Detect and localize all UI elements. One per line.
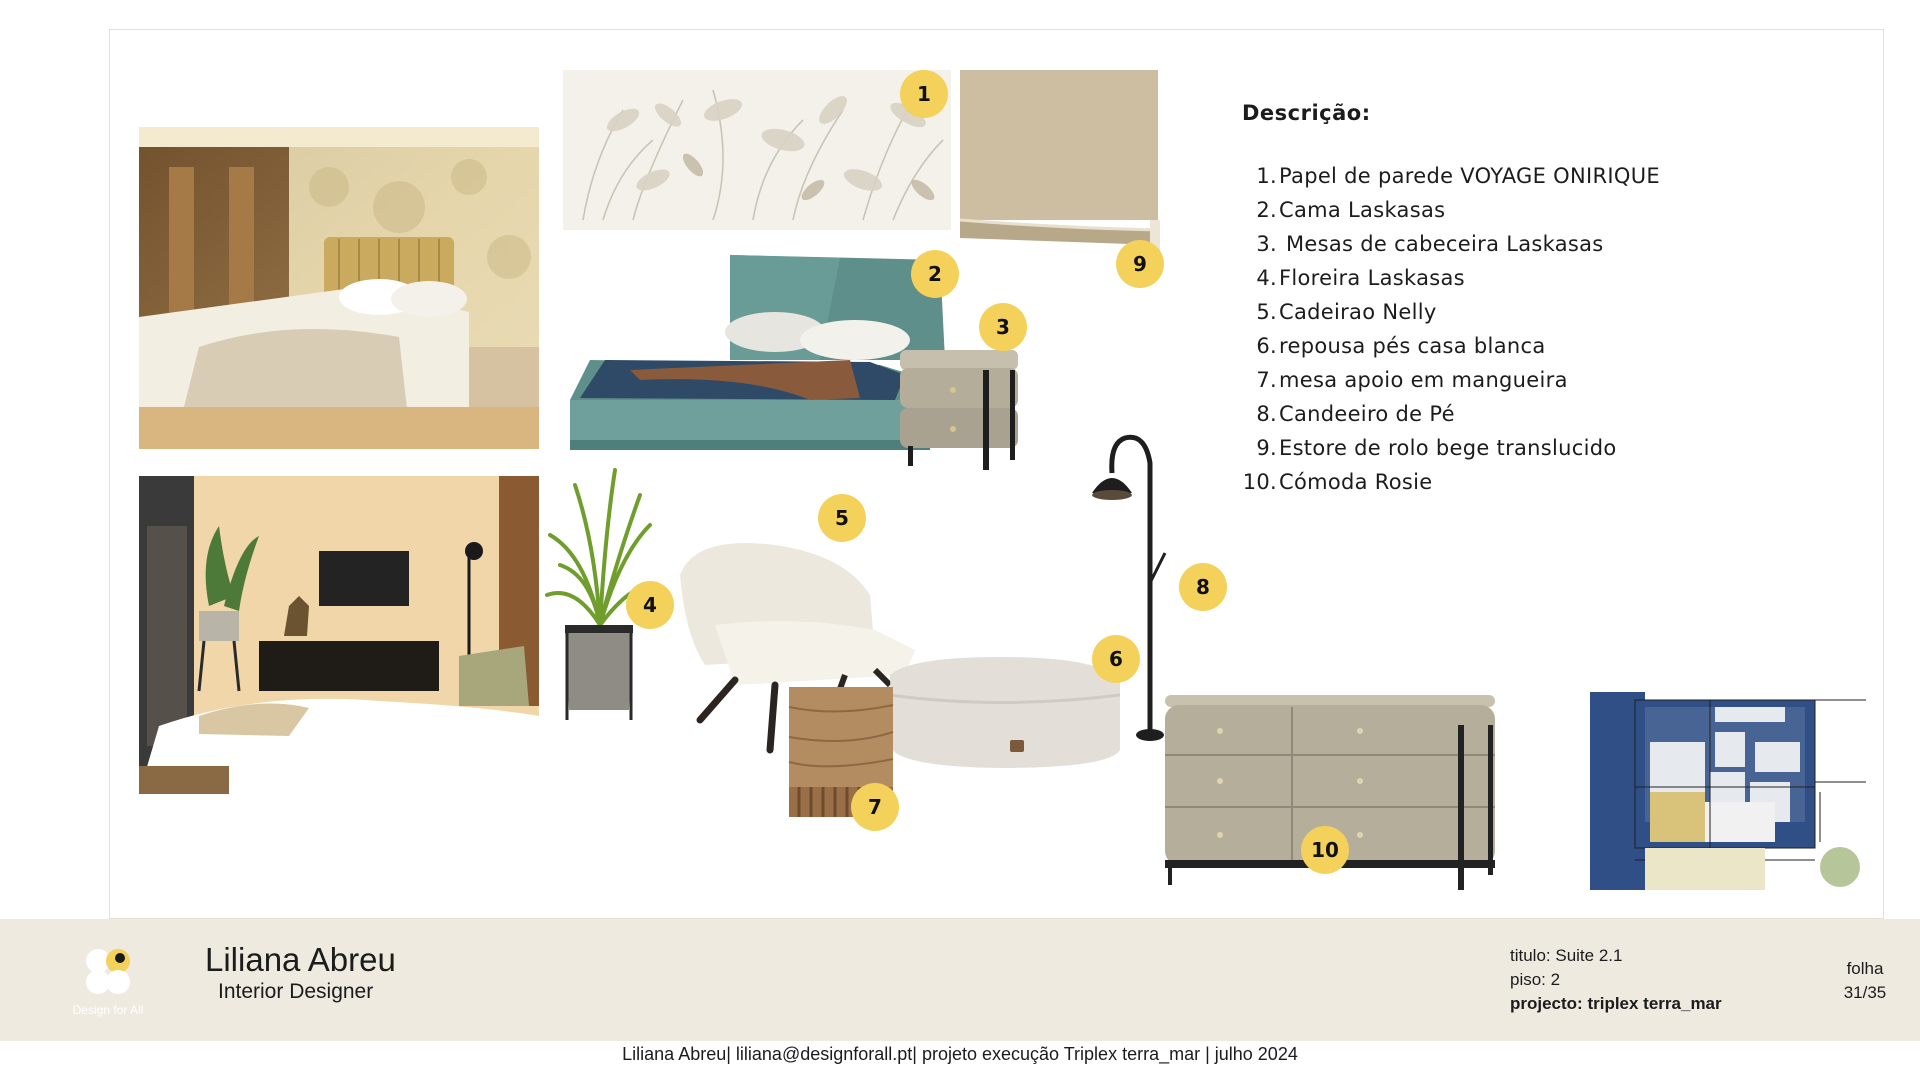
marker-1: 1 — [900, 70, 948, 118]
sheet-number: 31/35 — [1843, 983, 1887, 1002]
floor-plan — [1590, 692, 1866, 890]
list-item — [1242, 363, 1802, 397]
item-text: Cómoda Rosie — [1279, 470, 1433, 494]
item-text: Cama Laskasas — [1279, 198, 1446, 222]
logo-flower-icon — [62, 941, 154, 1003]
description-heading: Descrição: — [1242, 101, 1371, 125]
item-number: 9. — [1256, 436, 1277, 460]
item-number: 10. — [1242, 470, 1277, 494]
list-item — [1242, 159, 1802, 193]
designer-name: Liliana Abreu — [205, 941, 396, 978]
marker-7: 7 — [851, 783, 899, 831]
list-item — [1242, 227, 1802, 261]
nightstand-product — [898, 350, 1023, 470]
marker-4: 4 — [626, 581, 674, 629]
render-photo-living — [139, 476, 539, 794]
item-number: 5. — [1256, 300, 1277, 324]
wallpaper-swatch — [563, 70, 951, 230]
item-text: mesa apoio em mangueira — [1279, 368, 1568, 392]
logo — [62, 941, 154, 1021]
item-list — [1242, 159, 1802, 499]
marker-10: 10 — [1301, 826, 1349, 874]
item-number: 1. — [1256, 164, 1277, 188]
item-number: 3. — [1256, 232, 1277, 256]
item-text: Candeeiro de Pé — [1279, 402, 1455, 426]
list-item — [1242, 193, 1802, 227]
render-photo-bedroom — [139, 127, 539, 449]
list-item — [1242, 465, 1802, 499]
floor-label: piso: 2 — [1510, 970, 1561, 989]
sheet-info — [1820, 957, 1910, 1005]
marker-2: 2 — [911, 250, 959, 298]
item-text: Estore de rolo bege translucido — [1279, 436, 1617, 460]
item-text: Cadeirao Nelly — [1279, 300, 1437, 324]
marker-3: 3 — [979, 303, 1027, 351]
description-panel — [1242, 101, 1802, 499]
item-number: 4. — [1256, 266, 1277, 290]
list-item — [1242, 295, 1802, 329]
item-text: Floreira Laskasas — [1279, 266, 1465, 290]
marker-5: 5 — [818, 494, 866, 542]
ottoman-product — [880, 655, 1125, 770]
list-item — [1242, 329, 1802, 363]
list-item — [1242, 397, 1802, 431]
item-text: repousa pés casa blanca — [1279, 334, 1546, 358]
bed-product — [550, 250, 955, 470]
item-text: Mesas de cabeceira Laskasas — [1279, 232, 1604, 256]
list-item — [1242, 261, 1802, 295]
sheet-label: folha — [1846, 959, 1884, 978]
item-number: 7. — [1256, 368, 1277, 392]
designer-role: Interior Designer — [218, 980, 374, 1003]
marker-9: 9 — [1116, 240, 1164, 288]
item-number: 8. — [1256, 402, 1277, 426]
title-label: titulo: Suite 2.1 — [1510, 946, 1623, 965]
marker-6: 6 — [1092, 635, 1140, 683]
logo-text: Design for All — [72, 1003, 144, 1017]
list-item — [1242, 431, 1802, 465]
project-label: projecto: triplex terra_mar — [1510, 994, 1722, 1013]
roller-blind-swatch — [960, 70, 1160, 255]
project-info — [1510, 944, 1722, 1016]
floor-lamp-product — [1090, 433, 1170, 743]
contact-line: Liliana Abreu| liliana@designforall.pt| projeto execução Triplex terra_mar | julho 2024 — [622, 1044, 1298, 1064]
item-text: Papel de parede VOYAGE ONIRIQUE — [1279, 164, 1660, 188]
item-number: 2. — [1256, 198, 1277, 222]
marker-8: 8 — [1179, 563, 1227, 611]
footer-bar — [0, 919, 1920, 1041]
item-number: 6. — [1256, 334, 1277, 358]
